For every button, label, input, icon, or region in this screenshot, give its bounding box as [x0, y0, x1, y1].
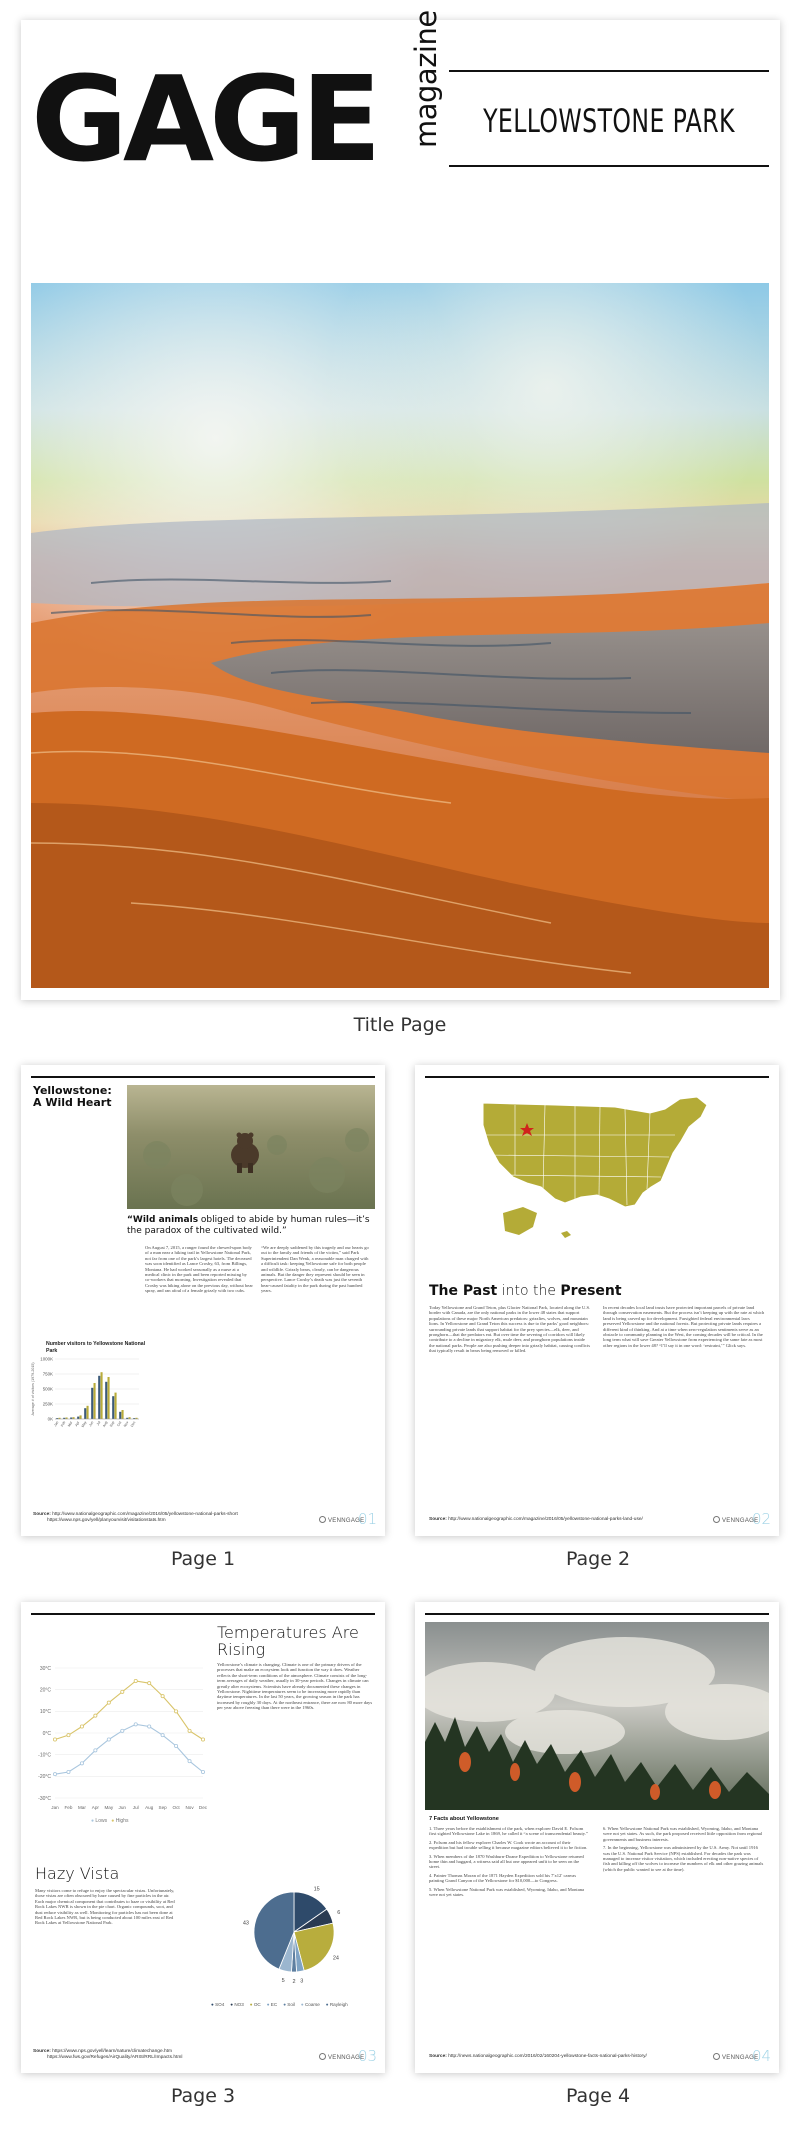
pie-legend-label: OC — [253, 2002, 261, 2007]
line-chart-xtick: Jul — [132, 1805, 139, 1810]
pie-legend-label: Rayleigh — [329, 2002, 348, 2007]
page-2-caption: Page 2 — [565, 1548, 631, 1570]
line-point — [67, 1734, 70, 1737]
chart-xtick: Feb — [59, 1420, 67, 1428]
line-chart-xtick: Nov — [185, 1805, 194, 1810]
chart-xtick: Jun — [88, 1420, 95, 1428]
page-2-col2: In recent decades local land trusts have protected important parcels of private land through conservation easements. But the process isn’t keeping up with the rate at which land is being carved up for development. Farsighted federal environmental laws preserved Yellowstone and the national forests. But protecting private lands requires a different kind of thinking. And at a time when zero-regulation sentiments serve as an obstacle to community planning in the West, the coming decades will be critical. In the long term what will save Greater Yellowstone from experiencing the same fate as most other regions in the lower 48? “I’ll say it in one word: ‘restraint,’” Glick says. — [603, 1305, 765, 1348]
venngage-logo-icon — [319, 1516, 326, 1523]
page-3-source-label: Source: — [33, 2049, 51, 2054]
chart-ytick: 250K — [42, 1401, 53, 1407]
pie-legend-item — [250, 2002, 261, 2008]
legend-highs: ● Highs — [111, 1818, 129, 1824]
chart-ylabel: Average # of visitors (1979-2015) — [31, 1362, 35, 1416]
line-chart-xtick: Oct — [172, 1805, 180, 1810]
line-point — [161, 1734, 164, 1737]
headline-rule-bottom — [449, 165, 769, 167]
chart-bar — [119, 1412, 121, 1419]
line-point — [161, 1695, 164, 1698]
page-1-card — [21, 1065, 385, 1536]
line-point — [94, 1749, 97, 1752]
chart-bar — [98, 1376, 100, 1419]
hazy-vista-text: Many visitors come to refuge to enjoy the spectacular vistas. Unfortunately, those vistas are often obscured by haze caused by fine particles in the air. Each major chemical component that contributes to haze or visibility at Red Rock Lakes NWR is shown in the pie chart. Organic compounds, soot, and dust reduce visibility as well. Monitoring for particles has not been done at Red Rock Lakes NWR, but is being conducted about 100 miles east of Red Rock Lakes at Yellowstone National Park. — [35, 1888, 175, 1926]
forest-fire-photo — [425, 1622, 769, 1810]
pie-legend-swatch: ● — [325, 2002, 330, 2007]
pie-legend-swatch: ● — [211, 2002, 216, 2007]
line-point — [107, 1701, 110, 1704]
chart-xtick: Jul — [95, 1420, 102, 1427]
pie-legend-label: SO4 — [215, 2002, 225, 2007]
page-2-title-bold-1: The Past — [429, 1283, 498, 1299]
chart-ytick: 750K — [42, 1371, 53, 1377]
chart-bar — [108, 1377, 110, 1419]
page-1-heading: Yellowstone: A Wild Heart — [33, 1084, 112, 1109]
pull-quote — [127, 1215, 377, 1237]
page-4-card — [415, 1602, 779, 2073]
line-point — [201, 1738, 204, 1741]
line-chart-xtick: Jun — [118, 1805, 126, 1810]
brand-suffix: magazine — [409, 10, 443, 148]
chart-bar — [105, 1382, 107, 1419]
line-point — [148, 1725, 151, 1728]
chart-xtick: Apr — [74, 1420, 81, 1428]
page-2-top-rule — [425, 1076, 769, 1078]
temperature-line-chart — [29, 1662, 209, 1812]
page-1-caption: Page 1 — [170, 1548, 236, 1570]
pie-value-label: 5 — [281, 1977, 285, 1984]
line-point — [67, 1770, 70, 1773]
pie-legend-swatch: ● — [300, 2002, 305, 2007]
page-1-top-rule — [31, 1076, 375, 1078]
pie-value-label: 2 — [292, 1979, 296, 1985]
page-2-venngage-label: VENNGAGE — [722, 1518, 759, 1524]
line-chart-ytick: -10°C — [38, 1752, 51, 1759]
fact-4: 4. Painter Thomas Moran of the 1871 Hayden Expedition sold his 7′x12′ canvas painting Grand Canyon of the Yellowstone for $10,000—to Congress. — [429, 1872, 576, 1884]
usa-map — [475, 1095, 715, 1245]
page-2-source-0[interactable]: http://www.nationalgeographic.com/magazine/2016/05/yellowstone-national-parks-land-use/ — [448, 1517, 643, 1522]
pie-legend-item — [267, 2002, 277, 2008]
chart-xtick: Dec — [129, 1420, 137, 1428]
line-point — [134, 1723, 137, 1726]
line-chart-xtick: Sep — [158, 1805, 167, 1810]
page-1-col2: “We are deeply saddened by this tragedy and our hearts go out to the family and friends of the victim,” said Park Superintendent Dan Wenk, a reasonable man charged with a difficult task: keeping Yellowstone safe for both people and wildlife. Grizzly bears, clearly, can be dangerous animals. But the danger they represent should be seen in perspective. Lance Crosby’s death was just the seventh bear-caused fatality in the park during the past hundred years. — [261, 1245, 369, 1294]
page-2-sources — [429, 1517, 699, 1523]
page-2-source-label: Source: — [429, 1517, 447, 1522]
chart-bar — [122, 1410, 124, 1419]
page-2-number: 02 — [752, 1510, 772, 1528]
pie-value-label: 3 — [300, 1978, 304, 1985]
pie-legend-swatch: ● — [266, 2002, 271, 2007]
line-point — [174, 1744, 177, 1747]
line-point — [134, 1679, 137, 1682]
legend-lows: ● Lows — [91, 1818, 108, 1824]
title-page-card — [21, 10, 780, 1000]
chart-xtick: Nov — [122, 1420, 130, 1428]
page-3-card — [21, 1602, 385, 2073]
pull-quote-rest: obliged to abide by human rules—it’s the paradox of the cultivated wild.” — [127, 1215, 370, 1236]
pie-legend-swatch: ● — [283, 2002, 288, 2007]
pie-legend-item — [283, 2002, 295, 2008]
page-3-source-0[interactable]: https://www.nps.gov/yell/learn/nature/climatechange.htm — [52, 2049, 172, 2054]
page-4-venngage-label: VENNGAGE — [722, 2055, 759, 2061]
chart-bar — [80, 1415, 82, 1419]
chart-bar — [94, 1383, 96, 1419]
hawaii — [561, 1231, 571, 1238]
page-4-sources — [429, 2054, 699, 2060]
page-4-top-rule — [425, 1613, 769, 1615]
pie-legend-item — [301, 2002, 320, 2008]
page-3-sources — [33, 2049, 303, 2061]
fact-1: 1. Three years before the establishment of the park, when explorer David E. Folsom first sighted Yellowstone Lake in 1869, he called it “a scene of transcendental beauty.” — [429, 1826, 588, 1837]
pie-legend-label: NO3 — [234, 2002, 244, 2007]
chart-xtick: Mar — [66, 1420, 74, 1428]
temperatures-title: Temperatures Are Rising — [217, 1623, 359, 1659]
line-chart-ytick: 20°C — [39, 1687, 51, 1694]
chart-bar — [77, 1417, 79, 1419]
headline-rule-top — [449, 70, 769, 72]
page-3-top-rule — [31, 1613, 375, 1615]
page-2-title — [429, 1283, 622, 1299]
line-point — [201, 1770, 204, 1773]
line-point — [80, 1725, 83, 1728]
pie-legend-swatch: ● — [249, 2002, 254, 2007]
fact-2: 2. Folsom and his fellow explorer Charles W. Cook wrote an account of their expedition but had trouble selling it because magazine editors believed it to be fiction. — [429, 1839, 588, 1851]
pie-legend-label: Coarse — [304, 2002, 320, 2007]
line-point — [174, 1710, 177, 1713]
page-2-col1: Today Yellowstone and Grand Teton, plus Glacier National Park, located along the U.S. border with Canada, are the only national parks in the lower 48 states that support populations of these major North American predators: grizzlies, wolves, and mountain lions. In Yellowstone and Grand Teton this success is due to the parks’ good neighbors: surrounding private lands that support habitat for the prey species—elk, deer, and pronghorn—that the predators eat. But over time the severing of corridors will likely contribute to a decline in migratory elk, mule deer, and pronghorn populations inside the national parks. People are also pushing deeper into grizzly habitat, causing conflicts that typically result in bears being removed or killed. — [429, 1305, 591, 1354]
chart-bar — [129, 1417, 131, 1419]
line-chart-xtick: Apr — [91, 1805, 99, 1810]
line-chart-xtick: Feb — [64, 1805, 73, 1810]
page-1-number: 01 — [358, 1510, 378, 1528]
page-2-title-light: into the — [497, 1283, 561, 1299]
grizzly-bear-photo — [127, 1085, 375, 1209]
chart-xtick: Jan — [53, 1420, 60, 1428]
line-chart-ytick: 0°C — [42, 1730, 51, 1737]
pie-legend-label: EC — [270, 2002, 278, 2007]
pie-legend-label: Soil — [287, 2002, 295, 2007]
hazy-vista-title: Hazy Vista — [35, 1864, 120, 1883]
temperatures-text: Yellowstone’s climate is changing. Climate is one of the primary drivers of the processes that make an ecosystem look and function the way it does. Weather reflects the short-term conditions of the atmosphere. Climate consists of the long-term averages of daily weather, usually in 30-year periods. Changes in climate can greatly alter ecosystems. Scientists have already documented these changes in Yellowstone. Nighttime temperatures seem to be increasing more rapidly than daytime temperatures. In the last 50 years, the growing season in the park has increased by roughly 30 days. At the northeast entrance, there are now 80 more days per year above freezing than there were in the 1960s. — [217, 1662, 373, 1711]
line-chart-ytick: 30°C — [39, 1665, 51, 1672]
chart-ytick: 1000K — [40, 1356, 53, 1362]
visitors-bar-chart — [31, 1355, 143, 1435]
brand-logo: GAGE — [31, 50, 377, 188]
line-chart-ytick: -30°C — [38, 1795, 51, 1802]
fact-3: 3. When members of the 1870 Washburn-Doane Expedition to Yellowstone returned home thin and haggard, a witness said all but one appeared unfit to be seen on the street. — [429, 1853, 584, 1870]
venngage-logo-icon — [713, 1516, 720, 1523]
page-3-venngage-label: VENNGAGE — [328, 2055, 365, 2061]
fact-6: 6. When Yellowstone National Park was established, Wyoming, Idaho, and Montana were not yet states. As such, the park proposed received little opposition from regional governments and business interests. — [603, 1826, 763, 1842]
page-1-col1: On August 7, 2015, a ranger found the chewed-upon body of a man near a hiking trail in Yellowstone National Park, not far from one of the park’s largest hotels. The deceased was soon identified as Lance Crosby, 63, from Billings, Montana. He had worked seasonally as a nurse at a medical clinic in the park and been reported missing by co-workers that morning. Investigation revealed that Crosby was hiking alone on the previous day, without bear spray, and ran afoul of a female grizzly with two cubs. — [145, 1245, 253, 1294]
facts-col1 — [429, 1826, 591, 2036]
line-chart-xtick: Dec — [198, 1805, 208, 1810]
chart-bar — [91, 1388, 93, 1419]
line-point — [148, 1682, 151, 1685]
page-4-source-label: Source: — [429, 2054, 447, 2059]
page-3-source-1[interactable]: https://www.fws.gov/Refuges/AirQuality/ARIS/RRL/Impacts.html — [47, 2055, 183, 2060]
venngage-logo-icon — [713, 2053, 720, 2060]
line-point — [188, 1760, 191, 1763]
pie-value-label: 43 — [242, 1920, 249, 1927]
line-point — [53, 1773, 56, 1776]
chart-bar — [73, 1417, 75, 1419]
haze-pie-chart — [209, 1870, 379, 1998]
chart-bar — [84, 1408, 86, 1419]
page-1-source-0[interactable]: http://www.nationalgeographic.com/magazine/2016/05/yellowstone-national-parks-short — [52, 1512, 238, 1517]
line-point — [53, 1738, 56, 1741]
pie-legend-item — [326, 2002, 348, 2008]
page-1-sources — [33, 1512, 293, 1524]
haze-pie-legend — [211, 2002, 361, 2008]
page-1-source-label: Source: — [33, 1512, 51, 1517]
chart-xtick: Aug — [101, 1420, 109, 1428]
temperature-legend — [91, 1818, 129, 1824]
chart-bar — [112, 1396, 114, 1419]
line-point — [121, 1690, 124, 1693]
page-2-card — [415, 1065, 779, 1536]
line-point — [80, 1762, 83, 1765]
pie-value-label: 15 — [313, 1886, 320, 1893]
line-point — [94, 1714, 97, 1717]
venngage-logo-icon — [319, 2053, 326, 2060]
chart-bar — [115, 1393, 117, 1419]
line-series-lows — [55, 1724, 203, 1774]
pie-legend-swatch: ● — [230, 2002, 235, 2007]
page-3-caption: Page 3 — [170, 2085, 236, 2107]
line-chart-ytick: 10°C — [39, 1709, 51, 1716]
line-chart-xtick: Mar — [77, 1805, 86, 1810]
page-4-number: 04 — [752, 2047, 772, 2065]
chart-xtick: May — [80, 1420, 88, 1429]
page-4-source-0[interactable]: http://news.nationalgeographic.com/2016/02/160204-yellowstone-facts-national-parks-history/ — [448, 2054, 647, 2059]
page-3-number: 03 — [358, 2047, 378, 2065]
chart-bar — [87, 1406, 89, 1419]
visitors-chart-title: Number visitors to Yellowstone National Park — [46, 1341, 146, 1354]
pull-quote-bold: “Wild animals — [127, 1215, 199, 1225]
line-point — [188, 1729, 191, 1732]
fact-7: 7. In the beginning, Yellowstone was administered by the U.S. Army. Not until 1916 was the U.S. National Park Service (NPS) established. For decades the park was managed to increase visitor visitation, which included erecting non-native species of fish and killing off the wolves to increase the numbers of elk and other grazing animals (which the public wanted to see at the time). — [603, 1845, 764, 1872]
line-point — [107, 1738, 110, 1741]
chart-ytick: 0K — [47, 1416, 53, 1422]
chart-ytick: 500K — [42, 1386, 53, 1392]
pie-legend-item — [211, 2002, 224, 2008]
pie-legend-item — [230, 2002, 244, 2008]
facts-col2 — [603, 1826, 765, 1946]
line-chart-xtick: Jan — [51, 1805, 59, 1810]
pie-value-label: 24 — [332, 1955, 339, 1962]
line-chart-ytick: -20°C — [38, 1774, 51, 1781]
chart-bar — [101, 1372, 103, 1419]
line-point — [121, 1729, 124, 1732]
facts-title: 7 Facts about Yellowstone — [429, 1816, 499, 1822]
line-chart-xtick: May — [104, 1805, 114, 1810]
page-2-title-bold-2: Present — [560, 1283, 622, 1299]
pie-value-label: 6 — [337, 1910, 341, 1917]
fact-5: 5. When Yellowstone National Park was established, Wyoming, Idaho, and Montana were not yet states. — [429, 1886, 585, 1898]
line-chart-xtick: Aug — [145, 1805, 154, 1810]
headline: YELLOWSTONE PARK — [483, 102, 735, 140]
chart-xtick: Oct — [116, 1420, 123, 1428]
cover-photo — [31, 283, 769, 988]
page-1-source-1[interactable]: https://www.nps.gov/yell/planyourvisit/visitationstats.htm — [47, 1518, 166, 1523]
page-1-venngage-label: VENNGAGE — [328, 1518, 365, 1524]
page-4-caption: Page 4 — [565, 2085, 631, 2107]
chart-xtick: Sep — [108, 1420, 116, 1428]
title-page-caption: Title Page — [353, 1014, 447, 1036]
alaska — [503, 1207, 537, 1235]
